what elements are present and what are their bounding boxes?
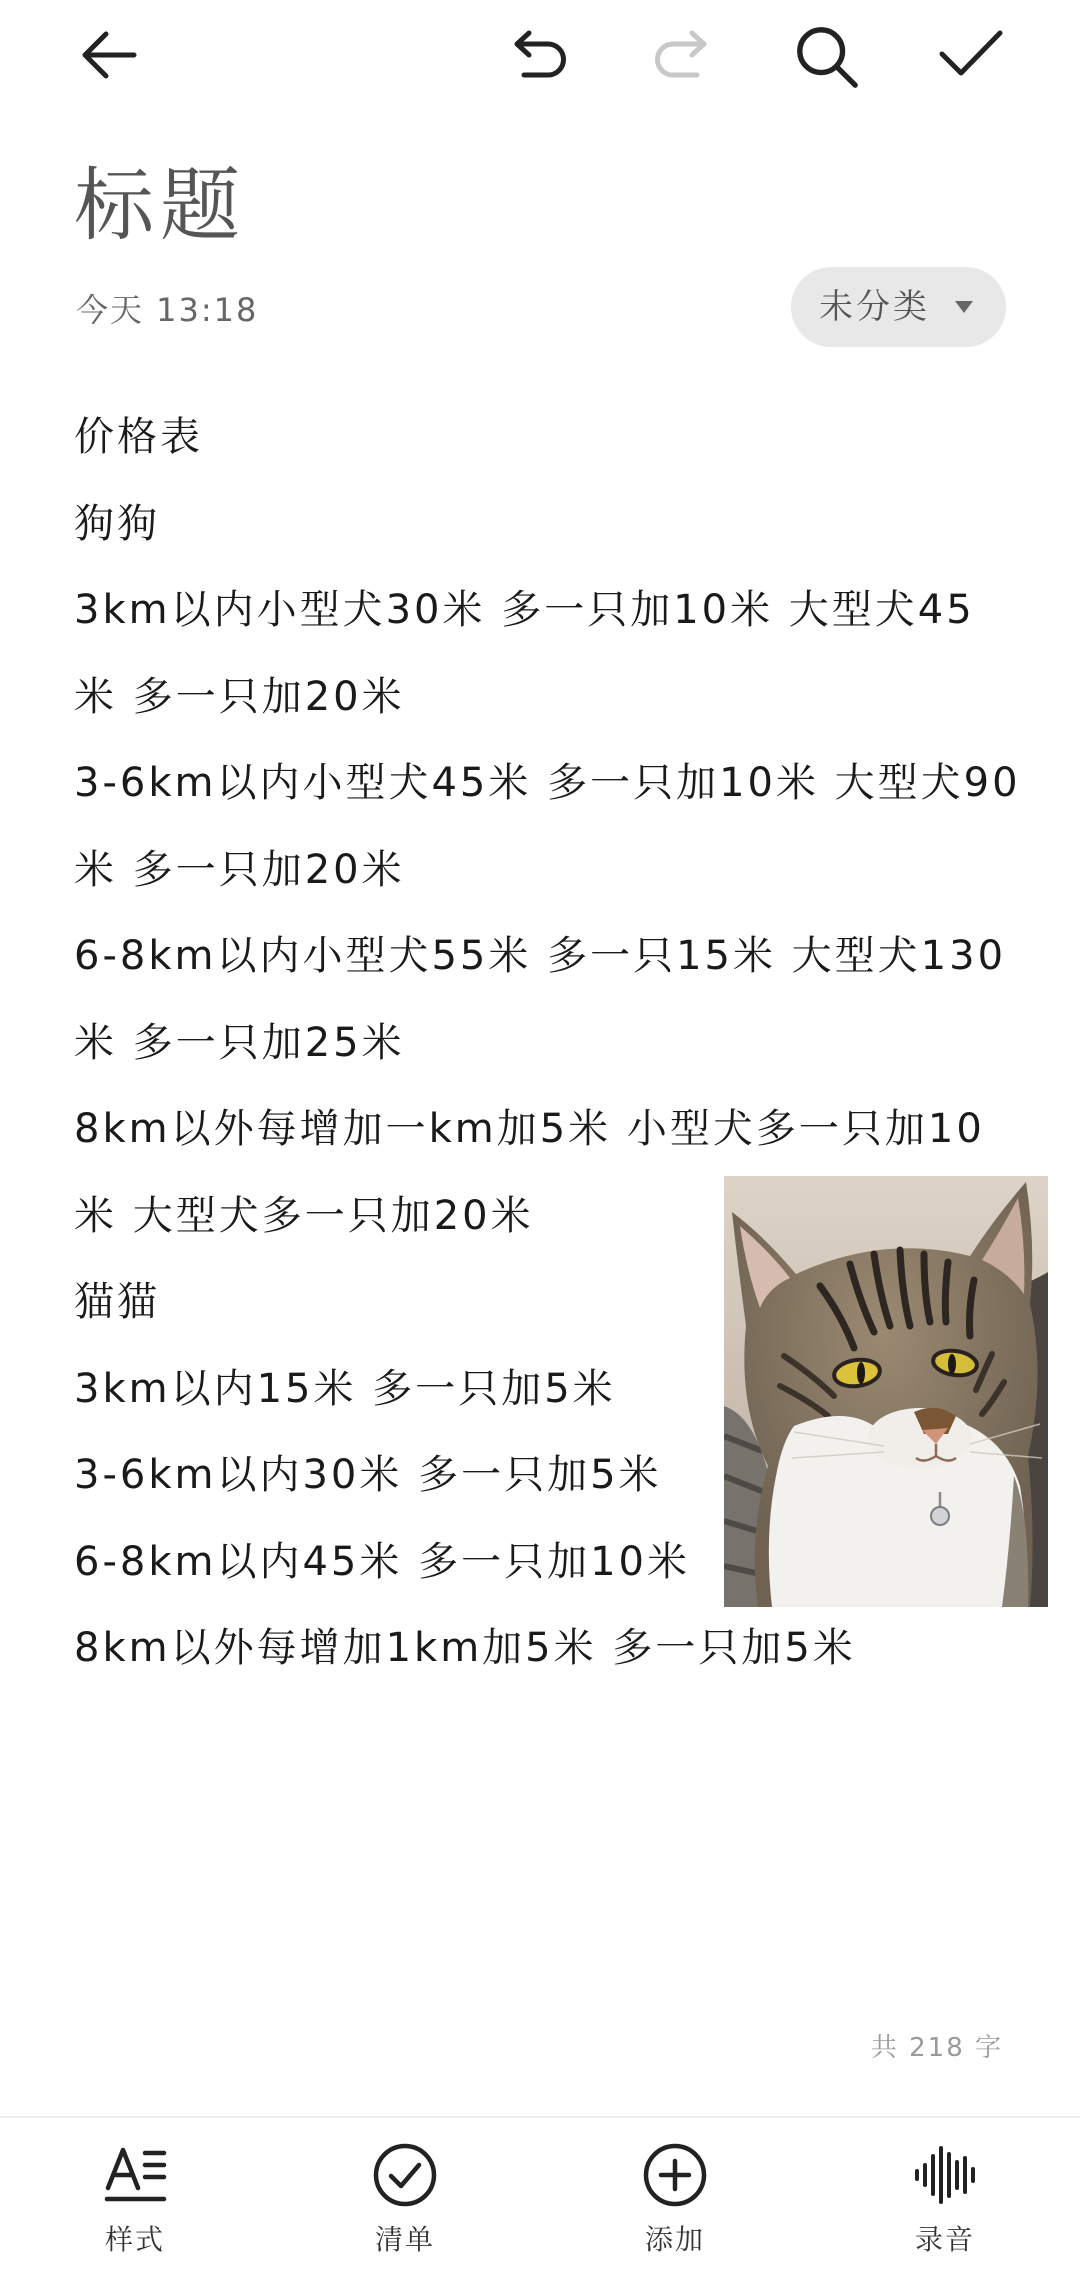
style-label: 样式 — [104, 2223, 165, 2256]
search-button[interactable] — [792, 22, 862, 92]
text-style-icon — [102, 2142, 168, 2208]
note-line[interactable]: 米 大型犬多一只加20米 — [74, 1192, 534, 1239]
note-date: 今天 13:18 — [76, 291, 259, 329]
check-icon — [938, 27, 1004, 79]
category-label: 未分类 — [819, 287, 930, 327]
note-title[interactable]: 标题 — [74, 159, 246, 252]
note-line[interactable]: 8km以外每增加一km加5米 小型犬多一只加10 — [74, 1106, 985, 1152]
search-icon — [793, 23, 861, 91]
note-line[interactable]: 6-8km以内小型犬55米 多一只15米 大型犬130 — [74, 933, 1007, 979]
voice-record-icon — [912, 2142, 978, 2208]
note-line[interactable]: 3km以内小型犬30米 多一只加10米 大型犬45 — [74, 587, 975, 633]
back-button[interactable] — [74, 20, 144, 90]
redo-icon — [651, 27, 711, 83]
checklist-button[interactable] — [270, 2118, 540, 2288]
category-dropdown[interactable] — [791, 267, 1006, 347]
add-label: 添加 — [644, 2223, 705, 2256]
undo-icon — [510, 27, 570, 83]
note-line[interactable]: 3-6km以内小型犬45米 多一只加10米 大型犬90 — [74, 760, 1021, 806]
redo-button[interactable] — [646, 20, 716, 90]
note-line[interactable]: 3km以内15米 多一只加5米 — [74, 1365, 616, 1412]
note-line[interactable]: 3-6km以内30米 多一只加5米 — [74, 1452, 662, 1498]
note-line[interactable]: 米 多一只加25米 — [74, 1019, 405, 1066]
note-line[interactable]: 猫猫 — [74, 1279, 160, 1325]
checklist-label: 清单 — [374, 2223, 435, 2256]
note-line[interactable]: 狗狗 — [74, 500, 160, 547]
style-button[interactable] — [0, 2118, 270, 2288]
checklist-icon — [372, 2142, 438, 2208]
arrow-left-icon — [79, 25, 139, 85]
done-button[interactable] — [936, 18, 1006, 88]
word-count: 共 218 字 — [870, 2033, 1003, 2063]
undo-button[interactable] — [505, 20, 575, 90]
caret-down-icon — [954, 300, 974, 314]
add-circle-icon — [642, 2142, 708, 2208]
note-line[interactable]: 6-8km以内45米 多一只加10米 — [74, 1538, 690, 1585]
voice-record-button[interactable] — [810, 2118, 1080, 2288]
add-button[interactable] — [540, 2118, 810, 2288]
note-line[interactable]: 价格表 — [74, 414, 203, 460]
note-line[interactable]: 米 多一只加20米 — [74, 846, 405, 893]
note-line[interactable]: 8km以外每增加1km加5米 多一只加5米 — [74, 1625, 856, 1671]
cat-photo[interactable] — [724, 1176, 1048, 1607]
voice-record-label: 录音 — [914, 2223, 975, 2256]
note-line[interactable]: 米 多一只加20米 — [74, 673, 405, 720]
bottom-toolbar — [0, 2118, 1080, 2288]
